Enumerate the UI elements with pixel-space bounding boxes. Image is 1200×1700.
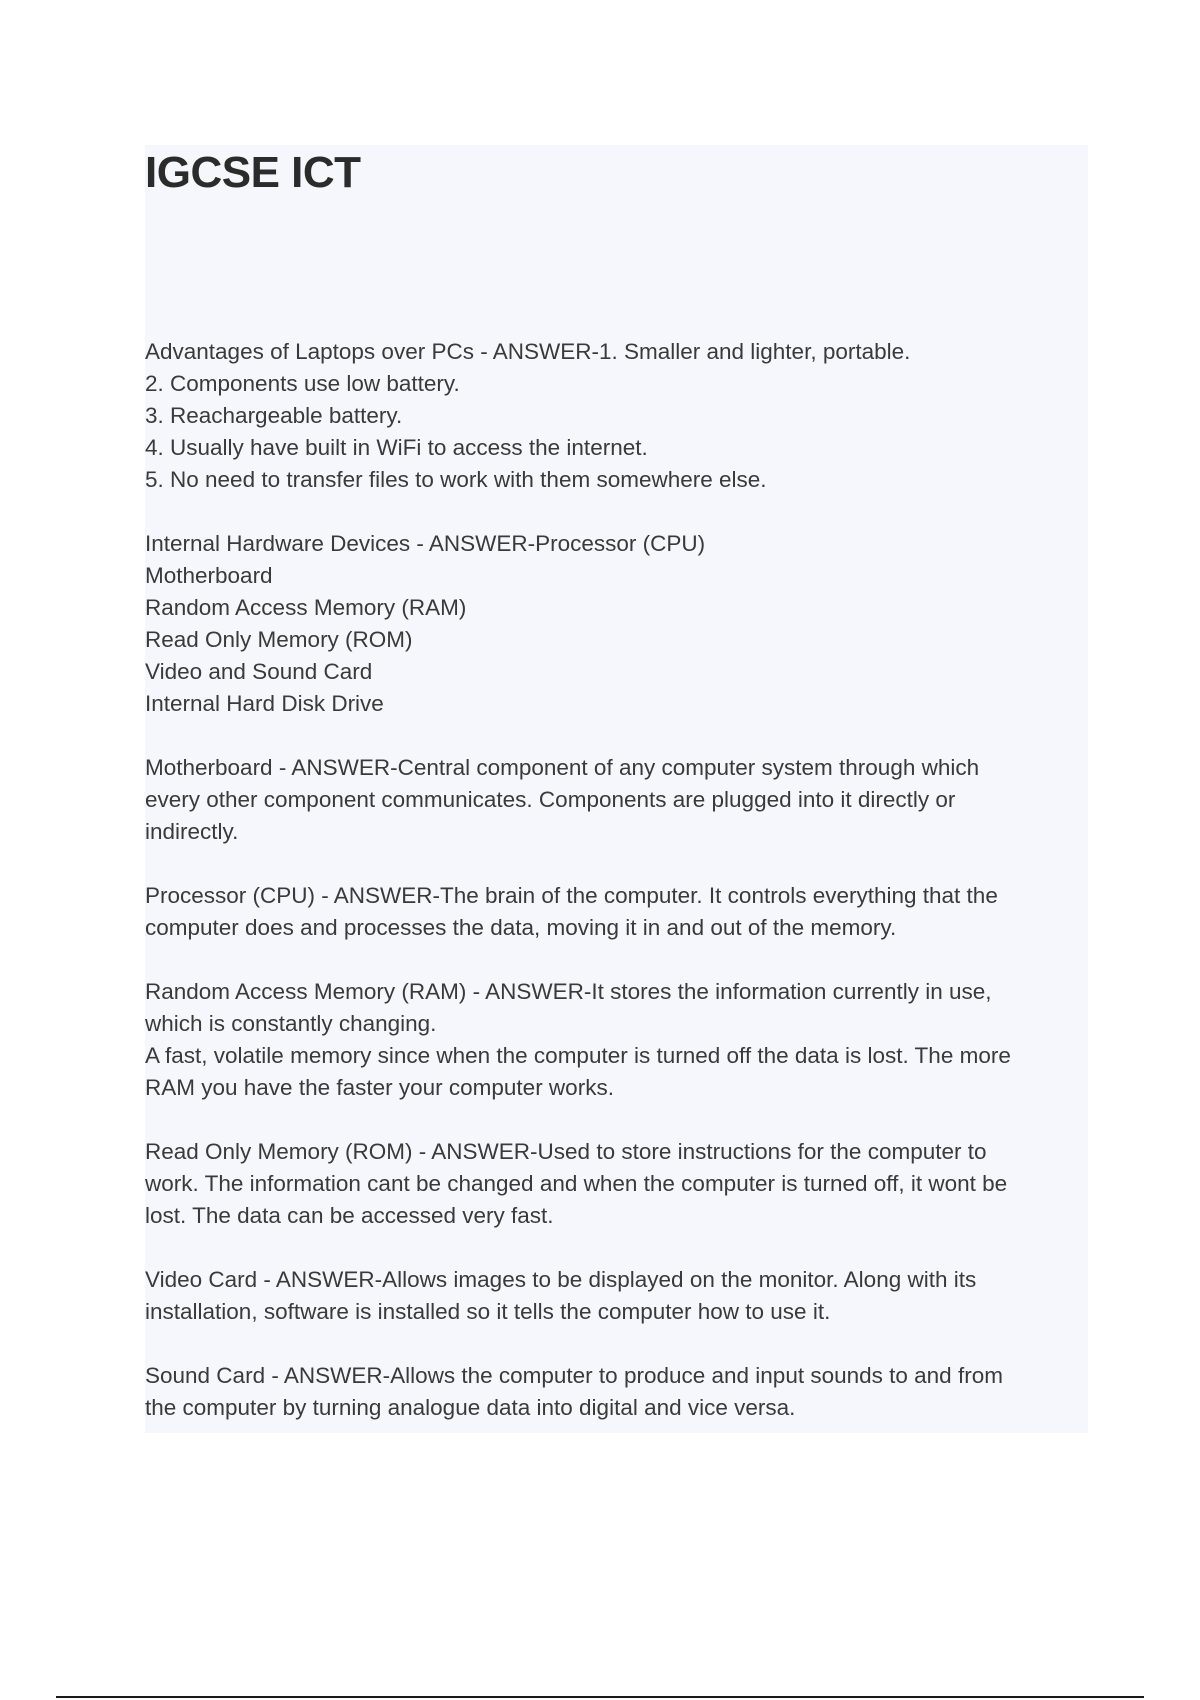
entry-line: Advantages of Laptops over PCs - ANSWER-1. Smaller and lighter, portable. [145,339,911,364]
qa-entry-laptop-advantages [145,336,1080,496]
entry-line: 3. Reachargeable battery. [145,403,403,428]
entry-line: Random Access Memory (RAM) - ANSWER-It stores the information currently in use, [145,979,992,1004]
entry-line: Sound Card - ANSWER-Allows the computer to produce and input sounds to and from [145,1363,1003,1388]
qa-entry-motherboard [145,752,1080,848]
entry-line: Internal Hard Disk Drive [145,691,384,716]
entry-line: computer does and processes the data, moving it in and out of the memory. [145,915,897,940]
entry-line: Random Access Memory (RAM) [145,595,467,620]
qa-entry-processor [145,880,1080,944]
entry-line: lost. The data can be accessed very fast. [145,1203,554,1228]
entry-line: 4. Usually have built in WiFi to access the internet. [145,435,648,460]
entry-line: Read Only Memory (ROM) [145,627,413,652]
entry-line: 5. No need to transfer files to work with them somewhere else. [145,467,767,492]
entry-line: Read Only Memory (ROM) - ANSWER-Used to store instructions for the computer to [145,1139,987,1164]
entry-line: Video Card - ANSWER-Allows images to be displayed on the monitor. Along with its [145,1267,977,1292]
entry-line: work. The information cant be changed and when the computer is turned off, it wont be [145,1171,1008,1196]
qa-entry-video-card [145,1264,1080,1328]
qa-entry-internal-hardware [145,528,1080,720]
entry-line: Video and Sound Card [145,659,373,684]
entry-line: indirectly. [145,819,239,844]
footer-divider [56,1696,1144,1698]
entry-line: which is constantly changing. [145,1011,437,1036]
entry-line: Motherboard [145,563,273,588]
entry-line: A fast, volatile memory since when the computer is turned off the data is lost. The more [145,1043,1011,1068]
entry-line: Processor (CPU) - ANSWER-The brain of the computer. It controls everything that the [145,883,998,908]
entry-line: 2. Components use low battery. [145,371,460,396]
entry-line: installation, software is installed so it tells the computer how to use it. [145,1299,831,1324]
entry-line: the computer by turning analogue data into digital and vice versa. [145,1395,796,1420]
qa-entry-sound-card [145,1360,1080,1424]
entry-line: RAM you have the faster your computer works. [145,1075,614,1100]
qa-list [145,336,1080,1456]
entry-line: every other component communicates. Components are plugged into it directly or [145,787,956,812]
page-title: IGCSE ICT [145,148,361,197]
qa-entry-rom [145,1136,1080,1232]
entry-line: Internal Hardware Devices - ANSWER-Processor (CPU) [145,531,706,556]
qa-entry-ram [145,976,1080,1104]
entry-line: Motherboard - ANSWER-Central component of any computer system through which [145,755,980,780]
